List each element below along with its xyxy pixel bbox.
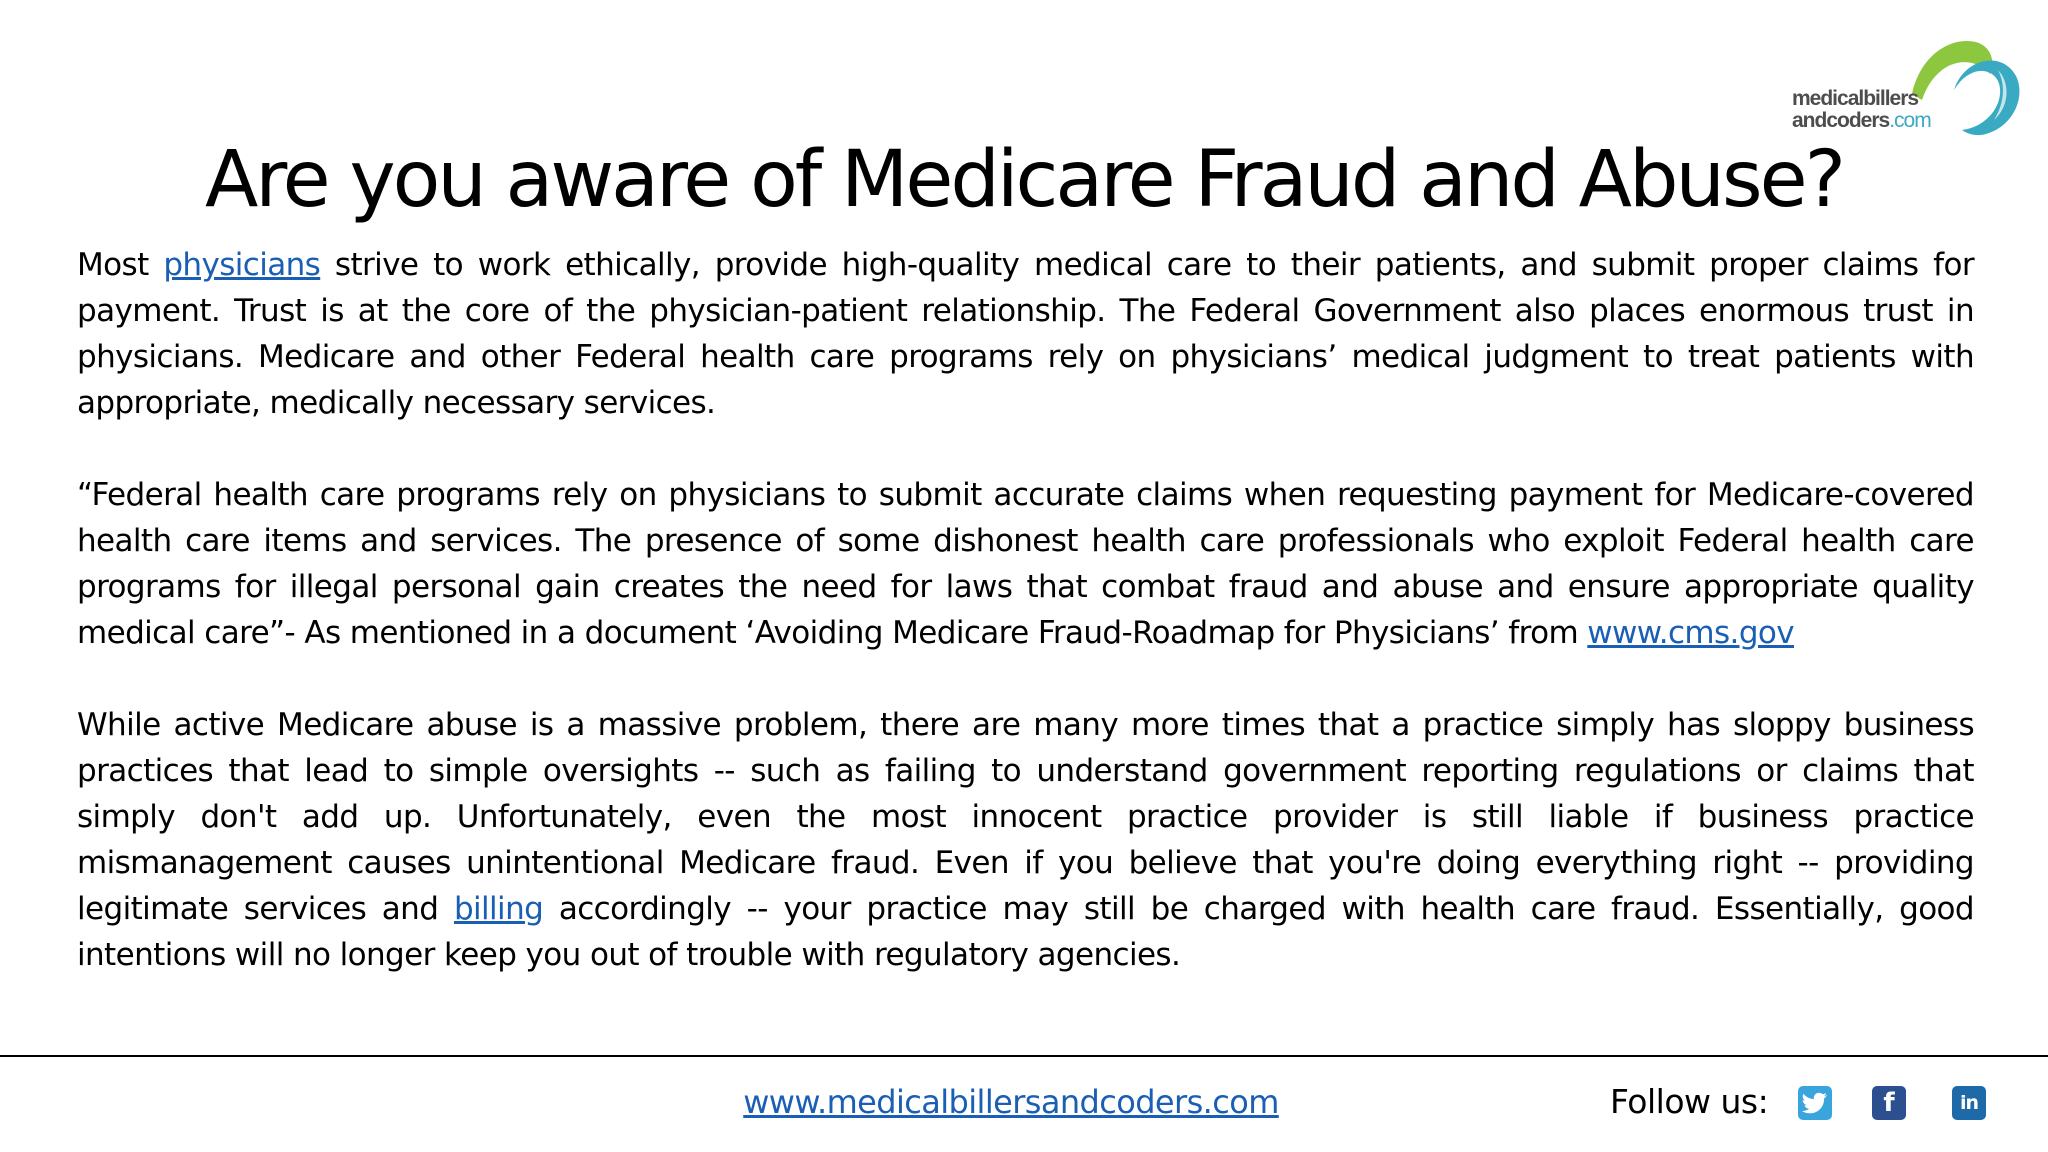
linkedin-icon[interactable]: in <box>1952 1086 1986 1120</box>
paragraph-3-text-start: While active Medicare abuse is a massive problem, there are many more times that a practice simply has sloppy business practices that lead to simple oversights -- such as failing to understand government reporting regulations or claims that simply don't add up. Unfortunately, even the most innocent practice provider is still liable if business practice mismanagement causes unintentional Medicare fraud. Even if you believe that you're doing everything right -- providing legitimate services and <box>77 707 1974 927</box>
footer-divider <box>0 1055 2048 1057</box>
paragraph-3 <box>77 702 1974 978</box>
paragraph-1 <box>77 242 1974 426</box>
paragraph-2 <box>77 472 1974 656</box>
page-title: Are you aware of Medicare Fraud and Abuse? <box>204 135 1844 225</box>
twitter-icon[interactable] <box>1798 1086 1832 1120</box>
facebook-icon[interactable]: f <box>1872 1086 1906 1120</box>
website-link[interactable]: www.medicalbillersandcoders.com <box>743 1083 1279 1121</box>
paragraph-1-text-start: Most <box>77 247 164 283</box>
follow-us-label: Follow us: <box>1610 1082 1769 1121</box>
paragraph-1-text-end: strive to work ethically, provide high-quality medical care to their patients, and submit proper claims for payment. Trust is at the core of the physician-patient relationship. The Federal Government also places enormous trust in physicians. Medicare and other Federal health care programs rely on physicians’ medical judgment to treat patients with appropriate, medically necessary services. <box>77 247 1974 421</box>
paragraph-3-text-end: accordingly -- your practice may still be charged with health care fraud. Essentially, good intentions will no longer keep you out of trouble with regulatory agencies. <box>77 891 1975 973</box>
body-content <box>77 242 1974 978</box>
logo-line-2 <box>1792 110 1992 132</box>
logo-line-2-tld: .com <box>1889 109 1931 132</box>
physicians-link[interactable]: physicians <box>163 247 321 283</box>
logo-wordmark <box>1792 88 1992 132</box>
logo-line-2-main: andcoders <box>1792 109 1890 132</box>
twitter-bird-glyph <box>1802 1092 1828 1114</box>
cms-gov-link[interactable]: www.cms.gov <box>1587 615 1795 651</box>
paragraph-2-text: “Federal health care programs rely on physicians to submit accurate claims when requesting payment for Medicare-covered health care items and services. The presence of some dishonest health care professionals who exploit Federal health care programs for illegal personal gain creates the need for laws that combat fraud and abuse and ensure appropriate quality medical care”- As mentioned in a document ‘Avoiding Medicare Fraud-Roadmap for Physicians’ from <box>77 477 1974 651</box>
company-logo[interactable] <box>1786 30 2022 142</box>
billing-link[interactable]: billing <box>453 891 544 927</box>
logo-line-1: medicalbillers <box>1792 87 1919 110</box>
